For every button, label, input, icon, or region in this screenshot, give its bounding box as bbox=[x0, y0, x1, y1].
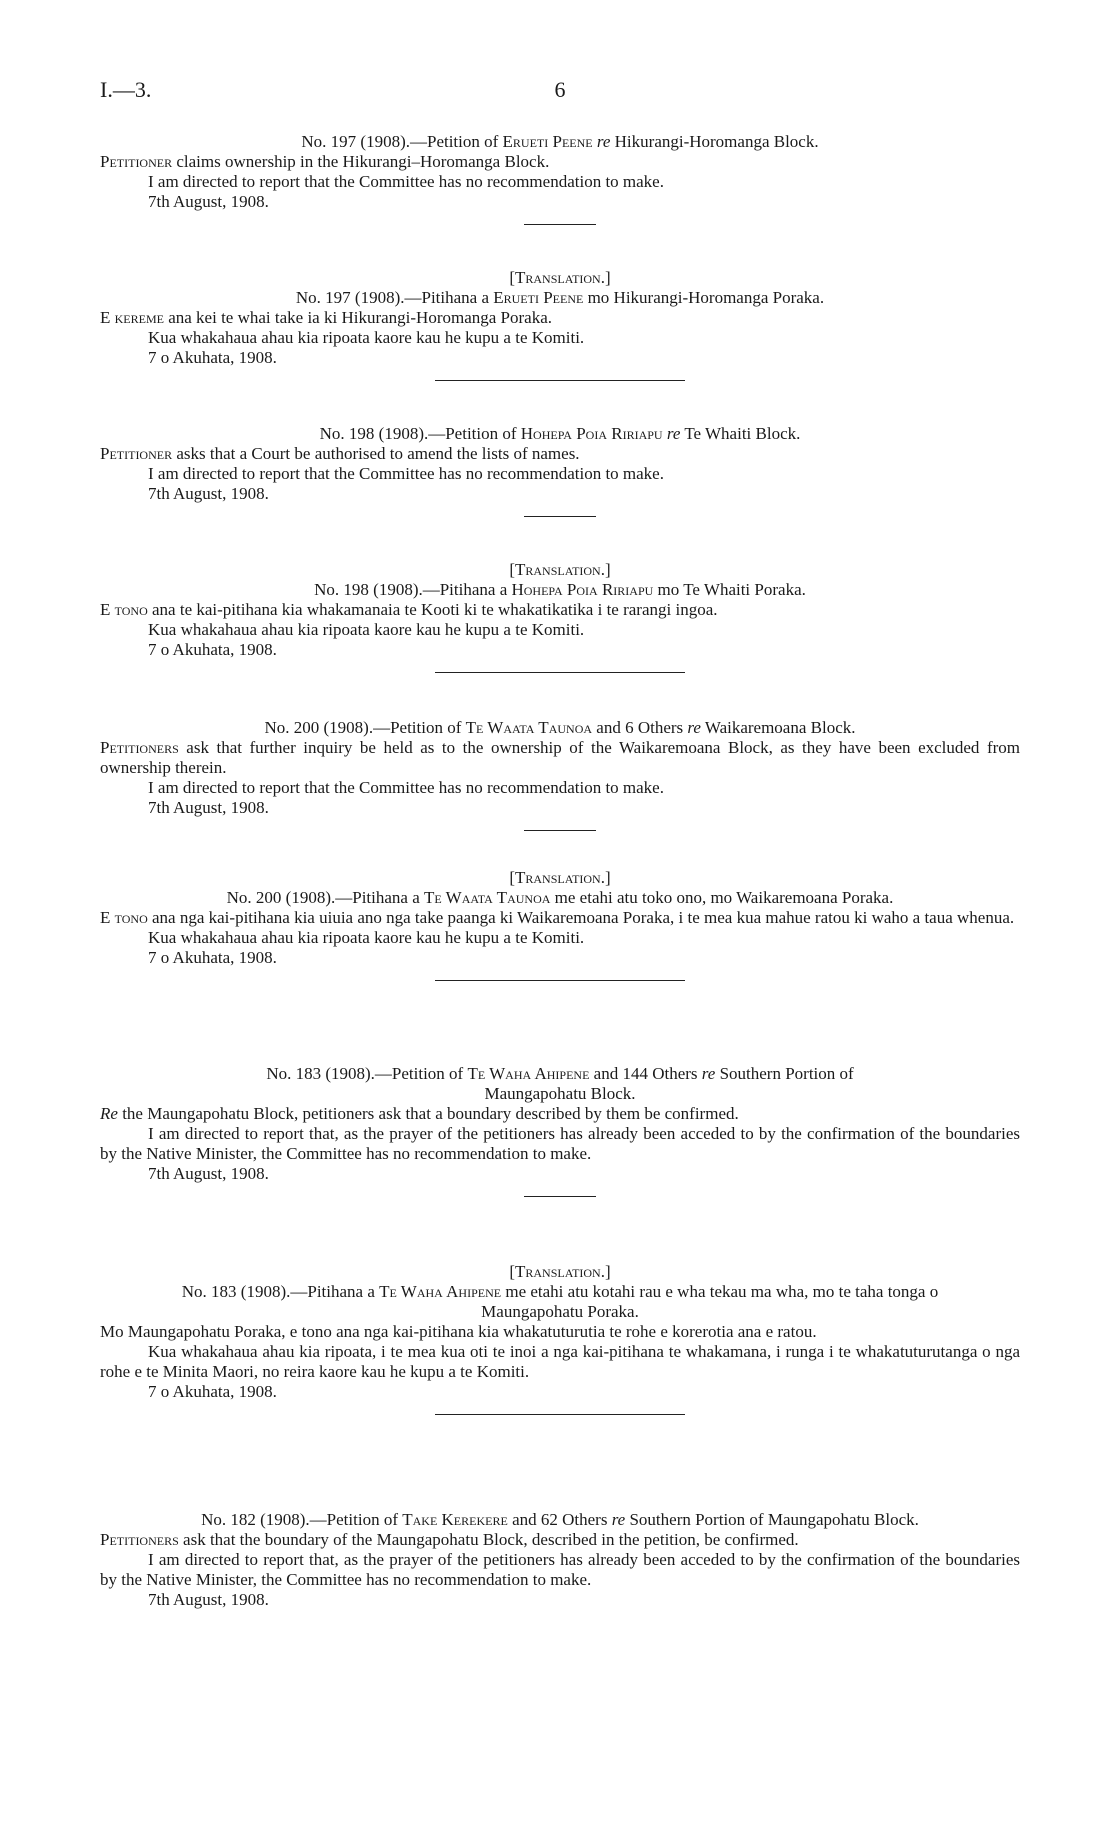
translation-heading: [Translation.] bbox=[509, 868, 611, 887]
translation-report: Kua whakahaua ahau kia ripoata kaore kau he kupu a te Komiti. bbox=[148, 928, 585, 947]
translation-197 bbox=[100, 268, 1020, 381]
report-date: 7th August, 1908. bbox=[148, 798, 269, 817]
translation-report: Kua whakahaua ahau kia ripoata kaore kau he kupu a te Komiti. bbox=[148, 620, 585, 639]
translation-date: 7 o Akuhata, 1908. bbox=[148, 948, 277, 967]
petition-summary: Petitioners ask that the boundary of the Maungapohatu Block, described in the petition, be confirmed. bbox=[100, 1530, 799, 1549]
petition-title: No. 183 (1908).—Petition of Te Waha Ahipene and 144 Others re Southern Portion of Maungapohatu Block. bbox=[266, 1064, 854, 1103]
translation-date: 7 o Akuhata, 1908. bbox=[148, 348, 277, 367]
petition-200 bbox=[100, 718, 1020, 831]
translation-heading: [Translation.] bbox=[509, 560, 611, 579]
report-date: 7th August, 1908. bbox=[148, 484, 269, 503]
petition-title: No. 198 (1908).—Petition of Hohepa Poia Ririapu re Te Whaiti Block. bbox=[319, 424, 801, 443]
committee-report: I am directed to report that the Committee has no recommendation to make. bbox=[148, 172, 664, 191]
committee-report: I am directed to report that the Committee has no recommendation to make. bbox=[148, 778, 664, 797]
petition-183 bbox=[100, 1064, 1020, 1197]
page-header bbox=[100, 77, 1020, 106]
section-divider bbox=[524, 516, 596, 517]
translation-report: Kua whakahaua ahau kia ripoata, i te mea kua oti te inoi a nga kai-pitihana te whakamana, i runga i te whakatuturutanga o nga rohe e te Minita Maori, no reira kaore kau he kupu a te Komiti. bbox=[100, 1342, 1020, 1381]
petition-title: No. 200 (1908).—Petition of Te Waata Taunoa and 6 Others re Waikaremoana Block. bbox=[264, 718, 856, 737]
translation-title: No. 198 (1908).—Pitihana a Hohepa Poia Ririapu mo Te Whaiti Poraka. bbox=[314, 580, 806, 599]
translation-title: No. 197 (1908).—Pitihana a Erueti Peene mo Hikurangi-Horomanga Poraka. bbox=[295, 288, 825, 307]
translation-heading: [Translation.] bbox=[509, 268, 611, 287]
translation-summary: E tono ana nga kai-pitihana kia uiuia ano nga take paanga ki Waikaremoana Poraka, i te mea kua mahue ratou ki waho a taua whenua. bbox=[100, 908, 1015, 927]
petition-summary: Petitioner asks that a Court be authorised to amend the lists of names. bbox=[100, 444, 580, 463]
section-divider bbox=[435, 980, 685, 981]
petition-182 bbox=[100, 1510, 1020, 1610]
petition-title: No. 197 (1908).—Petition of Erueti Peene re Hikurangi-Horomanga Block. bbox=[301, 132, 819, 151]
section-divider bbox=[524, 830, 596, 831]
translation-report: Kua whakahaua ahau kia ripoata kaore kau he kupu a te Komiti. bbox=[148, 328, 585, 347]
page-number: 6 bbox=[554, 77, 566, 102]
committee-report: I am directed to report that, as the prayer of the petitioners has already been acceded to by the confirmation of the boundaries by the Native Minister, the Committee has no recommendation to make. bbox=[100, 1550, 1020, 1589]
report-date: 7th August, 1908. bbox=[148, 192, 269, 211]
report-date: 7th August, 1908. bbox=[148, 1164, 269, 1183]
translation-title: No. 200 (1908).—Pitihana a Te Waata Taunoa me etahi atu toko ono, mo Waikaremoana Poraka. bbox=[226, 888, 894, 907]
petition-198 bbox=[100, 424, 1020, 517]
section-divider bbox=[435, 672, 685, 673]
section-divider bbox=[435, 380, 685, 381]
petition-summary: Petitioners ask that further inquiry be held as to the ownership of the Waikaremoana Block, as they have been excluded from ownership therein. bbox=[100, 738, 1020, 777]
translation-183 bbox=[100, 1262, 1020, 1415]
section-divider bbox=[524, 224, 596, 225]
translation-date: 7 o Akuhata, 1908. bbox=[148, 640, 277, 659]
translation-summary: Mo Maungapohatu Poraka, e tono ana nga kai-pitihana kia whakatuturutia te rohe e korerotia ana e ratou. bbox=[100, 1322, 817, 1341]
translation-summary: E kereme ana kei te whai take ia ki Hikurangi-Horomanga Poraka. bbox=[100, 308, 552, 327]
section-divider bbox=[524, 1196, 596, 1197]
translation-heading: [Translation.] bbox=[509, 1262, 611, 1281]
translation-summary: E tono ana te kai-pitihana kia whakamanaia te Kooti ki te whakatikatika i te rarangi ingoa. bbox=[100, 600, 718, 619]
translation-title: No. 183 (1908).—Pitihana a Te Waha Ahipene me etahi atu kotahi rau e wha tekau ma wha, mo te taha tonga o Maungapohatu Poraka. bbox=[181, 1282, 939, 1321]
translation-date: 7 o Akuhata, 1908. bbox=[148, 1382, 277, 1401]
petition-summary: Re the Maungapohatu Block, petitioners ask that a boundary described by them be confirmed. bbox=[100, 1104, 739, 1123]
translation-200 bbox=[100, 868, 1020, 981]
petition-title: No. 182 (1908).—Petition of Take Kerekere and 62 Others re Southern Portion of Maungapohatu Block. bbox=[201, 1510, 919, 1529]
committee-report: I am directed to report that, as the prayer of the petitioners has already been acceded to by the confirmation of the boundaries by the Native Minister, the Committee has no recommendation to make. bbox=[100, 1124, 1020, 1163]
folio-reference: I.—3. bbox=[100, 77, 152, 102]
translation-198 bbox=[100, 560, 1020, 673]
section-divider bbox=[435, 1414, 685, 1415]
petition-197 bbox=[100, 132, 1020, 225]
petition-summary: Petitioner claims ownership in the Hikurangi–Horomanga Block. bbox=[100, 152, 550, 171]
report-date: 7th August, 1908. bbox=[148, 1590, 269, 1609]
committee-report: I am directed to report that the Committee has no recommendation to make. bbox=[148, 464, 664, 483]
